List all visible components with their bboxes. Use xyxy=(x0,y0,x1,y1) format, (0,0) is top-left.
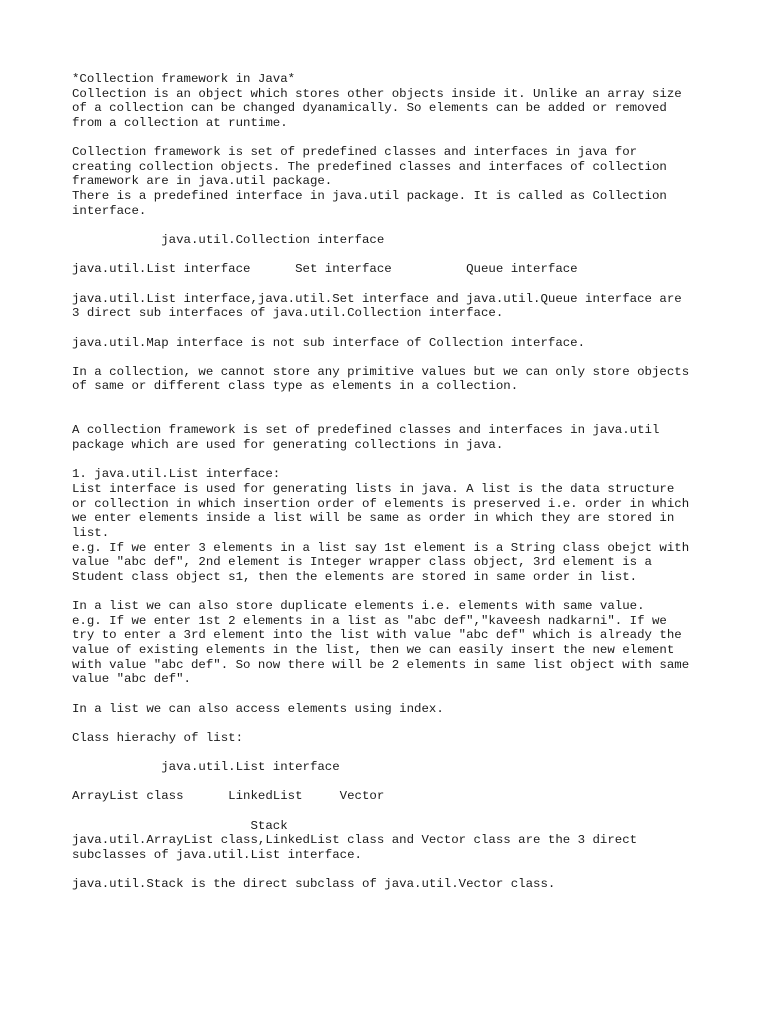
document-line xyxy=(72,775,712,790)
document-line xyxy=(72,863,712,878)
document-line xyxy=(72,321,712,336)
document-line: or collection in which insertion order of elements is preserved i.e. order in which xyxy=(72,496,690,511)
document-line: package which are used for generating collections in java. xyxy=(72,438,504,453)
document-line xyxy=(72,277,712,292)
document-line: subclasses of java.util.List interface. xyxy=(72,847,362,862)
document-line: A collection framework is set of predefined classes and interfaces in java.util xyxy=(72,423,660,438)
document-line: e.g. If we enter 1st 2 elements in a list as "abc def","kaveesh nadkarni". If we xyxy=(72,613,667,628)
document-line xyxy=(72,453,712,468)
document-line: java.util.List interface,java.util.Set interface and java.util.Queue interface are xyxy=(72,291,682,306)
document-line: value "abc def". xyxy=(72,672,191,687)
document-line: of same or different class type as elements in a collection. xyxy=(72,379,519,394)
document-line: java.util.Stack is the direct subclass of java.util.Vector class. xyxy=(72,877,556,892)
document-line xyxy=(72,131,712,146)
document-line: creating collection objects. The predefined classes and interfaces of collection xyxy=(72,159,667,174)
document-line xyxy=(72,248,712,263)
document-line xyxy=(72,745,712,760)
document-line: of a collection can be changed dyanamically. So elements can be added or removed xyxy=(72,101,667,116)
document-line: framework are in java.util package. xyxy=(72,174,333,189)
document-line: Class hierachy of list: xyxy=(72,730,244,745)
document-line: Collection framework is set of predefined classes and interfaces in java for xyxy=(72,145,638,160)
document-line xyxy=(72,394,712,409)
document-line: from a collection at runtime. xyxy=(72,115,288,130)
document-line: 3 direct sub interfaces of java.util.Collection interface. xyxy=(72,306,504,321)
document-line: java.util.Map interface is not sub interface of Collection interface. xyxy=(72,335,586,350)
document-line: list. xyxy=(72,525,110,540)
document-line xyxy=(72,584,712,599)
document-line: Stack xyxy=(72,818,288,833)
document-line: List interface is used for generating lists in java. A list is the data structure xyxy=(72,481,675,496)
document-line: java.util.ArrayList class,LinkedList class and Vector class are the 3 direct xyxy=(72,833,638,848)
document-line: we enter elements inside a list will be same as order in which they are stored in xyxy=(72,511,675,526)
document-line: In a list we can also store duplicate elements i.e. elements with same value. xyxy=(72,599,645,614)
document-line: e.g. If we enter 3 elements in a list say 1st element is a String class obejct with xyxy=(72,540,690,555)
document-line: Student class object s1, then the elements are stored in same order in list. xyxy=(72,569,638,584)
document-line: value of existing elements in the list, then we can easily insert the new element xyxy=(72,642,675,657)
document-line: *Collection framework in Java* xyxy=(72,72,296,86)
document-line xyxy=(72,350,712,365)
document-line: with value "abc def". So now there will be 2 elements in same list object with same xyxy=(72,657,690,672)
document-line xyxy=(72,218,712,233)
document-line xyxy=(72,804,712,819)
document-line: try to enter a 3rd element into the list with value "abc def" which is already the xyxy=(72,628,682,643)
document-line: 1. java.util.List interface: xyxy=(72,467,281,482)
document-page xyxy=(72,72,712,892)
document-line: In a collection, we cannot store any primitive values but we can only store objects xyxy=(72,364,690,379)
document-line: value "abc def", 2nd element is Integer wrapper class object, 3rd element is a xyxy=(72,555,652,570)
document-line: There is a predefined interface in java.util package. It is called as Collection xyxy=(72,189,667,204)
document-line: In a list we can also access elements using index. xyxy=(72,701,444,716)
document-line: java.util.List interface Set interface Queue interface xyxy=(72,262,578,277)
document-line: ArrayList class LinkedList Vector xyxy=(72,789,385,804)
document-line xyxy=(72,409,712,424)
document-line: interface. xyxy=(72,203,147,218)
document-line: Collection is an object which stores other objects inside it. Unlike an array size xyxy=(72,86,682,101)
document-line xyxy=(72,687,712,702)
document-line: java.util.List interface xyxy=(72,760,340,775)
document-line: java.util.Collection interface xyxy=(72,233,385,248)
document-line xyxy=(72,716,712,731)
